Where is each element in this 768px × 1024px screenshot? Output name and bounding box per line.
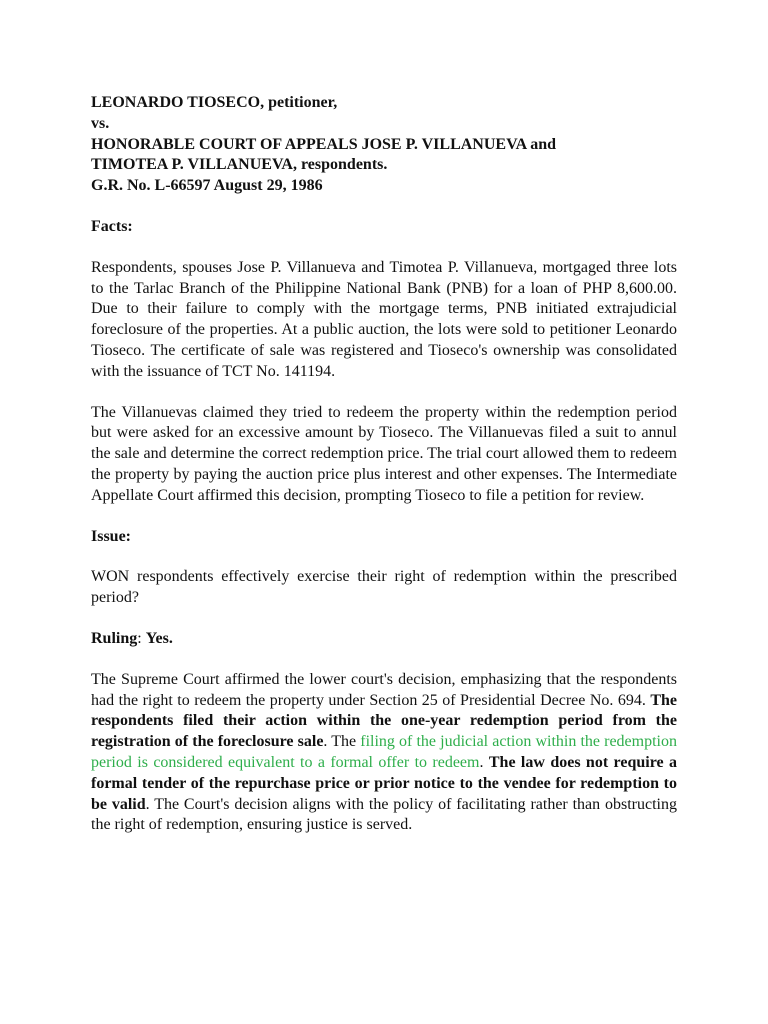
document-page bbox=[91, 93, 677, 836]
petitioner-line: LEONARDO TIOSECO, petitioner, bbox=[91, 94, 338, 111]
ruling-paragraph bbox=[91, 670, 677, 836]
case-caption bbox=[91, 93, 677, 197]
ruling-text-3: . bbox=[479, 753, 489, 771]
case-number-date: G.R. No. L-66597 August 29, 1986 bbox=[91, 177, 323, 195]
issue-heading: Issue: bbox=[91, 527, 132, 545]
facts-heading: Facts: bbox=[91, 217, 133, 235]
issue-paragraph: WON respondents effectively exercise their right of redemption within the prescribed period? bbox=[91, 568, 677, 607]
ruling-colon: : bbox=[137, 629, 146, 647]
versus-line: vs. bbox=[91, 114, 110, 132]
ruling-text-4: . The Court's decision aligns with the policy of facilitating rather than obstructing the right of redemption, ensuring justice is served. bbox=[91, 795, 677, 834]
respondents-line-1: HONORABLE COURT OF APPEALS JOSE P. VILLANUEVA and bbox=[91, 135, 557, 153]
ruling-label: Ruling bbox=[91, 629, 138, 647]
ruling-text-1: The Supreme Court affirmed the lower court's decision, emphasizing that the respondents had the right to redeem the property under Section 25 of Presidential Decree No. 694. bbox=[91, 670, 677, 709]
facts-paragraph-1: Respondents, spouses Jose P. Villanueva and Timotea P. Villanueva, mortgaged three lots to the Tarlac Branch of the Philippine National Bank (PNB) for a loan of PHP 8,600.00. Due to their failure to comply with the mortgage terms, PNB initiated extrajudicial foreclosure of the properties. At a public auction, the lots were sold to petitioner Leonardo Tioseco. The certificate of sale was registered and Tioseco's ownership was consolidated with the issuance of TCT No. 141194. bbox=[91, 258, 677, 380]
ruling-text-2: . The bbox=[323, 733, 361, 751]
ruling-heading bbox=[91, 629, 677, 650]
respondents-line-2: TIMOTEA P. VILLANUEVA, respondents. bbox=[91, 156, 388, 174]
ruling-value: Yes. bbox=[145, 629, 173, 647]
ruling-emphasis-1: The respondents filed their action within the one-year redemption period from the registration of the foreclosure sale bbox=[91, 691, 677, 751]
ruling-highlight: filing of the judicial action within the redemption period is considered equivalent to a formal offer to redeem bbox=[91, 733, 677, 771]
facts-paragraph-2: The Villanuevas claimed they tried to redeem the property within the redemption period but were asked for an excessive amount by Tioseco. The Villanuevas filed a suit to annul the sale and determine the correct redemption price. The trial court allowed them to redeem the property by paying the auction price plus interest and other expenses. The Intermediate Appellate Court affirmed this decision, prompting Tioseco to file a petition for review. bbox=[91, 403, 677, 504]
ruling-emphasis-2: The law does not require a formal tender of the repurchase price or prior notice to the vendee for redemption to be valid bbox=[91, 753, 677, 813]
